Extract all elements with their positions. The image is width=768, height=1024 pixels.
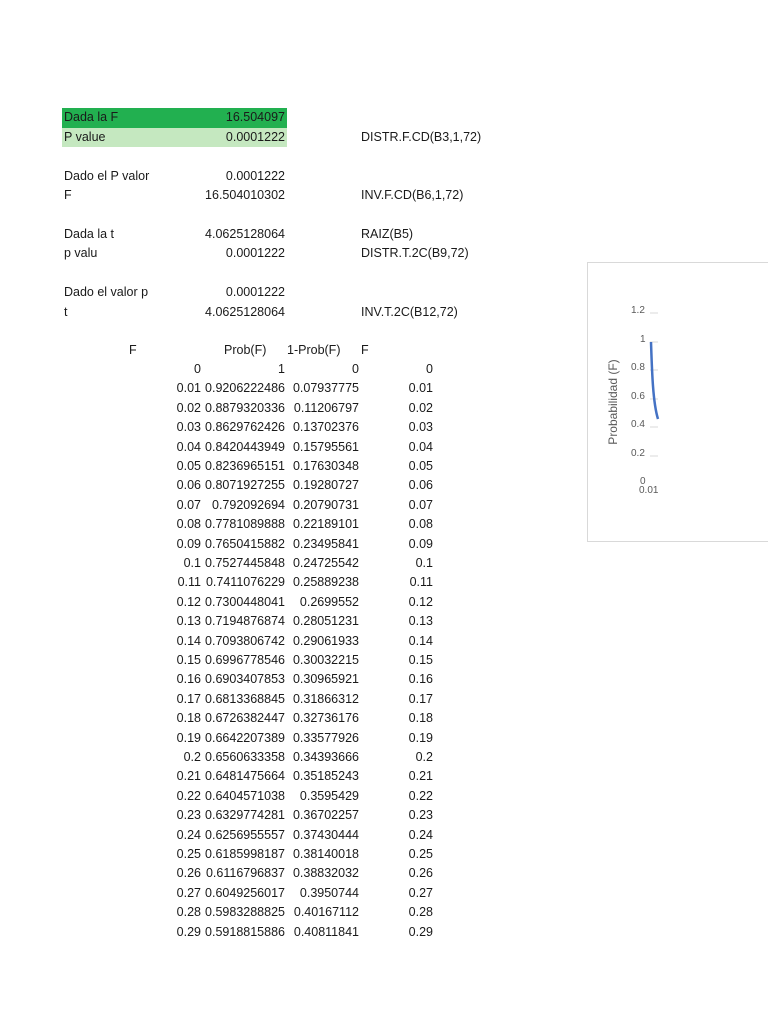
ytick-0-4: 0.4	[631, 419, 645, 430]
table-row	[0, 612, 450, 631]
cell-f-copy[interactable]: 0.12	[408, 594, 433, 609]
cell-1-prob-f[interactable]: 0.25889238	[292, 575, 359, 590]
cell-prob-f[interactable]: 0.7781089888	[205, 517, 285, 532]
cell-prob-f[interactable]: 0.9206222486	[205, 381, 285, 396]
cell-prob-f[interactable]: 0.6116796837	[205, 866, 285, 881]
ytick-0-2: 0.2	[631, 448, 645, 459]
table-row	[0, 923, 450, 942]
table-row	[0, 438, 450, 457]
formula-inv-f-cd[interactable]: INV.F.CD(B6,1,72)	[361, 188, 464, 202]
cell-f-copy[interactable]: 0.21	[408, 769, 433, 784]
value-p[interactable]: 0.0001222	[225, 130, 285, 144]
cell-f-copy[interactable]: 0.11	[409, 575, 433, 590]
cell-prob-f[interactable]: 0.6813368845	[205, 691, 285, 706]
value-t[interactable]: 4.0625128064	[205, 227, 285, 241]
table-row	[0, 399, 450, 418]
table-row	[0, 593, 450, 612]
cell-f-copy[interactable]: 0.04	[408, 439, 433, 454]
cell-f-copy[interactable]: 0.13	[408, 614, 433, 629]
header-one-minus-prob-f[interactable]: 1-Prob(F)	[287, 343, 341, 357]
cell-prob-f[interactable]: 0.6560633358	[205, 750, 285, 764]
cell-f[interactable]: 0.18	[176, 711, 201, 726]
cell-f-copy[interactable]: 0.17	[408, 691, 433, 706]
cell-1-prob-f[interactable]: 0.28051231	[292, 614, 359, 629]
xtick-first: 0.01	[639, 485, 659, 496]
cell-f-copy[interactable]: 0.25	[408, 847, 433, 861]
cell-prob-f[interactable]: 0.6996778546	[205, 653, 285, 667]
cell-prob-f[interactable]: 0.8879320336	[205, 400, 285, 415]
cell-f-copy[interactable]: 0	[426, 362, 433, 376]
cell-f-copy[interactable]: 0.2	[415, 750, 433, 764]
cell-prob-f[interactable]: 0.7650415882	[205, 536, 285, 551]
cell-prob-f[interactable]: 0.792092694	[212, 497, 285, 512]
table-row	[0, 379, 450, 398]
value-p-valor[interactable]: 0.0001222	[225, 169, 285, 183]
label-dado-el-valor-p[interactable]: Dado el valor p	[64, 285, 149, 299]
table-row	[0, 884, 450, 903]
cell-f[interactable]: 0.02	[176, 400, 201, 415]
cell-1-prob-f[interactable]: 0.07937775	[292, 381, 359, 396]
cell-f[interactable]: 0.28	[176, 905, 201, 920]
cell-prob-f[interactable]: 0.8071927255	[205, 478, 285, 493]
cell-1-prob-f[interactable]: 0.40811841	[293, 924, 359, 939]
table-row	[0, 496, 450, 515]
cell-prob-f[interactable]: 0.6481475664	[205, 769, 285, 784]
cell-f-copy[interactable]: 0.28	[408, 905, 433, 920]
cell-prob-f[interactable]: 0.8236965151	[205, 459, 285, 473]
cell-1-prob-f[interactable]: 0.33577926	[292, 730, 359, 745]
label-dada-la-t[interactable]: Dada la t	[64, 227, 115, 241]
cell-f-copy[interactable]: 0.14	[408, 633, 433, 648]
cell-prob-f[interactable]: 0.6049256017	[205, 885, 285, 900]
ytick-0-6: 0.6	[631, 391, 645, 402]
table-row	[0, 632, 450, 651]
cell-f[interactable]: 0.13	[176, 614, 201, 629]
label-p-value[interactable]: P value	[64, 130, 106, 144]
label-f[interactable]: F	[64, 188, 72, 202]
cell-1-prob-f[interactable]: 0.22189101	[292, 517, 359, 532]
cell-1-prob-f[interactable]: 0.13702376	[292, 420, 359, 435]
value-valor-p[interactable]: 0.0001222	[225, 285, 285, 299]
cell-f[interactable]: 0.16	[176, 672, 201, 687]
cell-prob-f[interactable]: 0.7411076229	[205, 575, 285, 590]
cell-1-prob-f[interactable]: 0.34393666	[292, 750, 359, 764]
cell-prob-f[interactable]: 0.6642207389	[205, 730, 285, 745]
header-prob-f[interactable]: Prob(F)	[224, 343, 267, 357]
cell-f[interactable]: 0.25	[176, 847, 201, 861]
chart-y-axis-label: Probabilidad (F)	[606, 359, 620, 445]
cell-f[interactable]: 0.17	[176, 691, 201, 706]
cell-prob-f[interactable]: 0.7093806742	[205, 633, 285, 648]
cell-f-copy[interactable]: 0.16	[408, 672, 433, 687]
header-f-2[interactable]: F	[361, 343, 369, 357]
cell-prob-f[interactable]: 0.6903407853	[205, 672, 285, 687]
cell-f-copy[interactable]: 0.06	[408, 478, 433, 493]
cell-prob-f[interactable]: 0.5918815886	[205, 924, 285, 939]
cell-1-prob-f[interactable]: 0.15795561	[292, 439, 359, 454]
table-row	[0, 554, 450, 573]
cell-prob-f[interactable]: 1	[278, 362, 285, 376]
cell-1-prob-f[interactable]: 0.29061933	[292, 633, 359, 648]
formula-raiz[interactable]: RAIZ(B5)	[361, 227, 414, 241]
ytick-1: 1	[640, 334, 646, 345]
table-row	[0, 903, 450, 922]
cell-f[interactable]: 0.2	[183, 750, 201, 764]
cell-1-prob-f[interactable]: 0.24725542	[292, 556, 359, 570]
cell-f-copy[interactable]: 0.27	[408, 885, 433, 900]
cell-f[interactable]: 0.03	[176, 420, 201, 435]
label-dado-el-p-valor[interactable]: Dado el P valor	[64, 169, 150, 183]
cell-f[interactable]: 0.21	[176, 769, 201, 784]
cell-1-prob-f[interactable]: 0.36702257	[292, 808, 359, 823]
cell-1-prob-f[interactable]: 0.37430444	[292, 827, 359, 842]
cell-1-prob-f[interactable]: 0.30032215	[292, 653, 359, 667]
value-t-inverse[interactable]: 4.0625128064	[205, 305, 285, 319]
table-row	[0, 418, 450, 437]
cell-f[interactable]: 0.26	[176, 866, 201, 881]
cell-1-prob-f[interactable]: 0.23495841	[292, 536, 359, 551]
label-dada-la-f[interactable]: Dada la F	[64, 110, 119, 124]
cell-prob-f[interactable]: 0.8629762426	[205, 420, 285, 435]
cell-prob-f[interactable]: 0.7194876874	[205, 614, 285, 629]
cell-f[interactable]: 0.01	[176, 381, 201, 396]
table-row	[0, 360, 450, 379]
cell-f[interactable]: 0	[194, 362, 201, 376]
cell-f-copy[interactable]: 0.09	[408, 536, 433, 551]
cell-f[interactable]: 0.27	[176, 885, 201, 900]
cell-f-copy[interactable]: 0.15	[408, 653, 433, 667]
cell-1-prob-f[interactable]: 0.19280727	[292, 478, 359, 493]
cell-f[interactable]: 0.22	[176, 788, 201, 803]
cell-f-copy[interactable]: 0.18	[408, 711, 433, 726]
value-f-inverse[interactable]: 16.504010302	[205, 188, 285, 202]
cell-prob-f[interactable]: 0.6256955557	[205, 827, 285, 842]
formula-distr-f-cd[interactable]: DISTR.F.CD(B3,1,72)	[361, 130, 482, 144]
cell-prob-f[interactable]: 0.6726382447	[205, 711, 285, 726]
table-row	[0, 806, 450, 825]
cell-f[interactable]: 0.12	[176, 594, 201, 609]
cell-1-prob-f[interactable]: 0.30965921	[292, 672, 359, 687]
table-row	[0, 709, 450, 728]
table-row	[0, 515, 450, 534]
cell-f-copy[interactable]: 0.01	[408, 381, 433, 396]
label-t[interactable]: t	[64, 305, 68, 319]
table-row	[0, 748, 450, 767]
cell-prob-f[interactable]: 0.7527445848	[205, 556, 285, 570]
table-row	[0, 729, 450, 748]
table-row	[0, 670, 450, 689]
ytick-0-8: 0.8	[631, 362, 645, 373]
cell-f-copy[interactable]: 0.22	[408, 788, 433, 803]
cell-prob-f[interactable]: 0.6329774281	[205, 808, 285, 823]
cell-f[interactable]: 0.15	[176, 653, 201, 667]
cell-f-copy[interactable]: 0.03	[408, 420, 433, 435]
table-row	[0, 845, 450, 864]
ytick-1-2: 1.2	[631, 305, 645, 316]
cell-f[interactable]: 0.06	[176, 478, 201, 493]
cell-1-prob-f[interactable]: 0.35185243	[292, 769, 359, 784]
formula-distr-t-2c[interactable]: DISTR.T.2C(B9,72)	[361, 246, 469, 260]
cell-f[interactable]: 0.07	[176, 497, 201, 512]
cell-f-copy[interactable]: 0.24	[408, 827, 433, 842]
cell-1-prob-f[interactable]: 0.20790731	[292, 497, 359, 512]
header-f[interactable]: F	[129, 343, 137, 357]
cell-f[interactable]: 0.05	[176, 459, 201, 473]
cell-f-copy[interactable]: 0.29	[408, 924, 433, 939]
probability-line	[651, 342, 658, 419]
table-row	[0, 690, 450, 709]
cell-1-prob-f[interactable]: 0.40167112	[293, 905, 359, 920]
cell-1-prob-f[interactable]: 0.11206797	[293, 400, 359, 415]
cell-f-copy[interactable]: 0.23	[408, 808, 433, 823]
cell-f-copy[interactable]: 0.19	[408, 730, 433, 745]
cell-f[interactable]: 0.24	[176, 827, 201, 842]
cell-prob-f[interactable]: 0.5983288825	[205, 905, 285, 920]
cell-f[interactable]: 0.29	[176, 924, 201, 939]
cell-f[interactable]: 0.14	[176, 633, 201, 648]
cell-1-prob-f[interactable]: 0	[352, 362, 359, 376]
cell-1-prob-f[interactable]: 0.38140018	[292, 847, 359, 861]
table-row	[0, 573, 450, 592]
cell-f[interactable]: 0.23	[176, 808, 201, 823]
cell-1-prob-f[interactable]: 0.3595429	[299, 788, 359, 803]
value-p-valu[interactable]: 0.0001222	[225, 246, 285, 260]
table-row	[0, 457, 450, 476]
cell-f[interactable]: 0.19	[176, 730, 201, 745]
cell-1-prob-f[interactable]: 0.17630348	[292, 459, 359, 473]
cell-f-copy[interactable]: 0.07	[408, 497, 433, 512]
cell-1-prob-f[interactable]: 0.2699552	[299, 594, 359, 609]
table-row	[0, 864, 450, 883]
table-row	[0, 535, 450, 554]
table-row	[0, 651, 450, 670]
cell-f[interactable]: 0.09	[176, 536, 201, 551]
cell-1-prob-f[interactable]: 0.38832032	[292, 866, 359, 881]
cell-f-copy[interactable]: 0.08	[408, 517, 433, 532]
table-row	[0, 826, 450, 845]
cell-prob-f[interactable]: 0.6185998187	[205, 847, 285, 861]
label-p-valu[interactable]: p valu	[64, 246, 98, 260]
cell-prob-f[interactable]: 0.8420443949	[205, 439, 285, 454]
cell-1-prob-f[interactable]: 0.32736176	[292, 711, 359, 726]
cell-f-copy[interactable]: 0.1	[415, 556, 433, 570]
cell-prob-f[interactable]: 0.6404571038	[205, 788, 285, 803]
cell-f[interactable]: 0.04	[176, 439, 201, 454]
ytick-0: 0	[640, 476, 646, 487]
cell-f[interactable]: 0.1	[183, 556, 201, 570]
table-row	[0, 476, 450, 495]
cell-1-prob-f[interactable]: 0.31866312	[292, 691, 359, 706]
value-f[interactable]: 16.504097	[225, 110, 285, 124]
cell-f-copy[interactable]: 0.26	[408, 866, 433, 881]
formula-inv-t-2c[interactable]: INV.T.2C(B12,72)	[361, 305, 458, 319]
table-row	[0, 787, 450, 806]
cell-f[interactable]: 0.11	[177, 575, 201, 590]
cell-f-copy[interactable]: 0.02	[408, 400, 433, 415]
cell-f[interactable]: 0.08	[176, 517, 201, 532]
cell-prob-f[interactable]: 0.7300448041	[205, 594, 285, 609]
cell-1-prob-f[interactable]: 0.3950744	[299, 885, 359, 900]
table-row	[0, 767, 450, 786]
cell-f-copy[interactable]: 0.05	[408, 459, 433, 473]
